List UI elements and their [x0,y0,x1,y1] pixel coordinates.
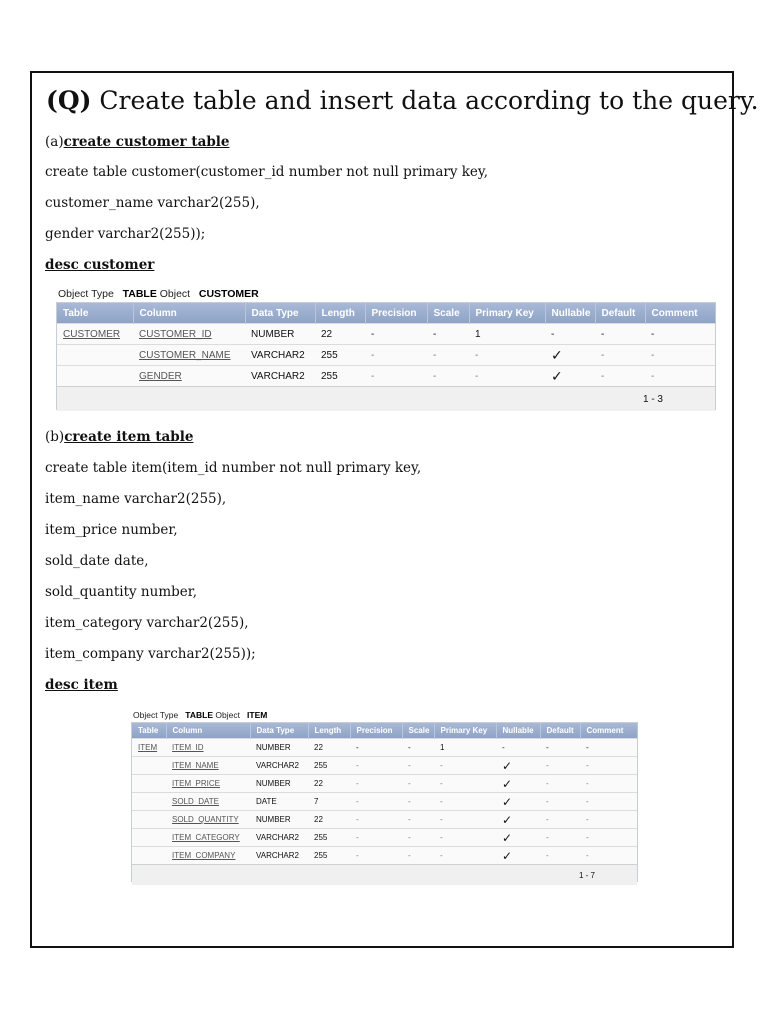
column-header[interactable]: Table [132,723,166,739]
item-sql-line-7: item_company varchar2(255)); [45,646,256,662]
column-header[interactable]: Precision [350,723,402,739]
table-name-link [132,811,166,829]
cell-value: - [350,775,402,793]
column-header[interactable]: Column [133,303,245,324]
question-label: (Q) [46,86,92,115]
cell-value: - [580,757,637,775]
cell-value: - [540,793,580,811]
nullable-check-icon: ✓ [545,366,595,387]
cell-value: VARCHAR2 [250,847,308,865]
column-name-link[interactable]: ITEM_CATEGORY [166,829,250,847]
table-name-link[interactable]: CUSTOMER [57,324,133,345]
cell-value: - [434,793,496,811]
column-header[interactable]: Primary Key [469,303,545,324]
pagination-label: 1 - 3 [57,387,715,412]
cell-value: - [645,345,715,366]
cell-value: - [540,757,580,775]
cell-value: - [434,847,496,865]
table-row [132,739,637,757]
cell-value: 1 [469,324,545,345]
table-name-link [57,366,133,387]
table-row [57,324,715,345]
cell-value: - [350,757,402,775]
customer-section-heading: create customer table [63,134,230,150]
cell-value: NUMBER [245,324,315,345]
column-header[interactable]: Table [57,303,133,324]
cell-value: - [540,775,580,793]
column-name-link[interactable]: ITEM_PRICE [166,775,250,793]
cell-value: - [350,793,402,811]
cell-value: - [540,811,580,829]
cell-value: VARCHAR2 [245,345,315,366]
cell-value: - [350,847,402,865]
cell-value: 22 [308,811,350,829]
customer-desc-table [56,302,716,410]
cell-value: - [545,324,595,345]
cell-value: - [580,847,637,865]
nullable-check-icon: ✓ [496,757,540,775]
cell-value: - [580,793,637,811]
table-row [132,757,637,775]
column-name-link[interactable]: CUSTOMER_ID [133,324,245,345]
nullable-check-icon: ✓ [496,829,540,847]
nullable-check-icon: ✓ [545,345,595,366]
cell-value: - [580,811,637,829]
table-row [132,847,637,865]
cell-value: - [350,811,402,829]
customer-sql-line-2: customer_name varchar2(255), [45,195,260,211]
object-type-value: TABLE [122,288,157,300]
cell-value: - [580,739,637,757]
item-desc-label: desc item [45,677,118,693]
cell-value: - [402,775,434,793]
table-row [132,775,637,793]
column-header[interactable]: Nullable [545,303,595,324]
cell-value: - [365,366,427,387]
cell-value: - [595,345,645,366]
nullable-check-icon: ✓ [496,793,540,811]
item-sql-line-6: item_category varchar2(255), [45,615,249,631]
cell-value: - [496,739,540,757]
object-label: Object [159,288,191,300]
table-name-link [57,345,133,366]
cell-value: - [402,847,434,865]
customer-section-prefix: (a) [45,134,64,150]
object-type-label: Object Type [133,710,179,720]
cell-value: - [402,793,434,811]
customer-sql-line-3: gender varchar2(255)); [45,226,206,242]
table-name-link [132,847,166,865]
cell-value: 7 [308,793,350,811]
cell-value: 22 [308,775,350,793]
table-row [57,366,715,387]
cell-value: - [427,345,469,366]
cell-value: NUMBER [250,775,308,793]
table-row [132,793,637,811]
table-row [132,829,637,847]
table-name-link [132,757,166,775]
column-header[interactable]: Comment [645,303,715,324]
item-section-prefix: (b) [45,429,65,445]
cell-value: - [402,739,434,757]
column-header[interactable]: Data Type [250,723,308,739]
table-name-link [132,829,166,847]
cell-value: 255 [315,366,365,387]
cell-value: - [402,811,434,829]
column-header[interactable]: Comment [580,723,637,739]
column-header[interactable]: Scale [427,303,469,324]
cell-value: NUMBER [250,739,308,757]
pagination-row [57,387,715,412]
question-heading [46,86,759,115]
cell-value: - [540,847,580,865]
item-section-heading: create item table [64,429,194,445]
cell-value: - [469,366,545,387]
column-header[interactable]: Default [595,303,645,324]
customer-object-header [58,288,259,300]
object-type-label: Object Type [58,288,114,300]
cell-value: - [350,739,402,757]
cell-value: VARCHAR2 [250,757,308,775]
pagination-row [132,865,637,886]
cell-value: - [540,739,580,757]
table-row [132,811,637,829]
table-name-link [132,775,166,793]
cell-value: 22 [315,324,365,345]
column-header[interactable]: Primary Key [434,723,496,739]
desc-grid [57,303,716,411]
cell-value: 22 [308,739,350,757]
column-header[interactable]: Column [166,723,250,739]
nullable-check-icon: ✓ [496,775,540,793]
cell-value: - [434,811,496,829]
pagination-label: 1 - 7 [132,865,637,886]
cell-value: 1 [434,739,496,757]
nullable-check-icon: ✓ [496,847,540,865]
table-name-link[interactable]: ITEM [132,739,166,757]
cell-value: - [595,324,645,345]
column-header[interactable]: Scale [402,723,434,739]
item-sql-line-5: sold_quantity number, [45,584,198,600]
column-name-link[interactable]: SOLD_DATE [166,793,250,811]
object-type-value: TABLE [185,710,213,720]
column-header[interactable]: Data Type [245,303,315,324]
column-name-link[interactable]: ITEM_COMPANY [166,847,250,865]
customer-section-title [45,134,230,150]
cell-value: - [540,829,580,847]
cell-value: - [350,829,402,847]
header-row [57,303,715,324]
cell-value: VARCHAR2 [250,829,308,847]
column-name-link[interactable]: GENDER [133,366,245,387]
cell-value: NUMBER [250,811,308,829]
cell-value: - [434,775,496,793]
cell-value: - [595,366,645,387]
cell-value: - [402,757,434,775]
cell-value: - [427,366,469,387]
cell-value: DATE [250,793,308,811]
table-row [57,345,715,366]
item-sql-line-3: item_price number, [45,522,178,538]
cell-value: 255 [315,345,365,366]
item-desc-title [45,677,118,693]
object-value: ITEM [247,710,268,720]
column-header[interactable]: Length [308,723,350,739]
column-header[interactable]: Precision [365,303,427,324]
item-object-header [133,710,267,720]
column-header[interactable]: Default [540,723,580,739]
cell-value: VARCHAR2 [245,366,315,387]
object-value: CUSTOMER [198,288,259,300]
cell-value: - [469,345,545,366]
cell-value: - [580,829,637,847]
nullable-check-icon: ✓ [496,811,540,829]
cell-value: - [580,775,637,793]
customer-desc-label: desc customer [45,257,155,273]
item-sql-line-1: create table item(item_id number not null primary key, [45,460,422,476]
cell-value: - [365,345,427,366]
cell-value: - [427,324,469,345]
column-name-link[interactable]: CUSTOMER_NAME [133,345,245,366]
customer-desc-title [45,257,154,273]
column-header[interactable]: Length [315,303,365,324]
cell-value: - [434,757,496,775]
cell-value: 255 [308,829,350,847]
object-label: Object [215,710,240,720]
cell-value: - [434,829,496,847]
column-name-link[interactable]: ITEM_ID [166,739,250,757]
cell-value: - [402,829,434,847]
cell-value: - [365,324,427,345]
item-sql-line-4: sold_date date, [45,553,149,569]
item-section-title [45,429,193,445]
column-name-link[interactable]: ITEM_NAME [166,757,250,775]
cell-value: - [645,324,715,345]
customer-sql-line-1: create table customer(customer_id number not null primary key, [45,164,489,180]
cell-value: 255 [308,757,350,775]
header-row [132,723,637,739]
item-sql-line-2: item_name varchar2(255), [45,491,227,507]
table-name-link [132,793,166,811]
column-header[interactable]: Nullable [496,723,540,739]
desc-grid [132,723,638,885]
question-text: Create table and insert data according to the query. [99,86,759,115]
item-desc-table [131,722,638,882]
cell-value: 255 [308,847,350,865]
column-name-link[interactable]: SOLD_QUANTITY [166,811,250,829]
cell-value: - [645,366,715,387]
